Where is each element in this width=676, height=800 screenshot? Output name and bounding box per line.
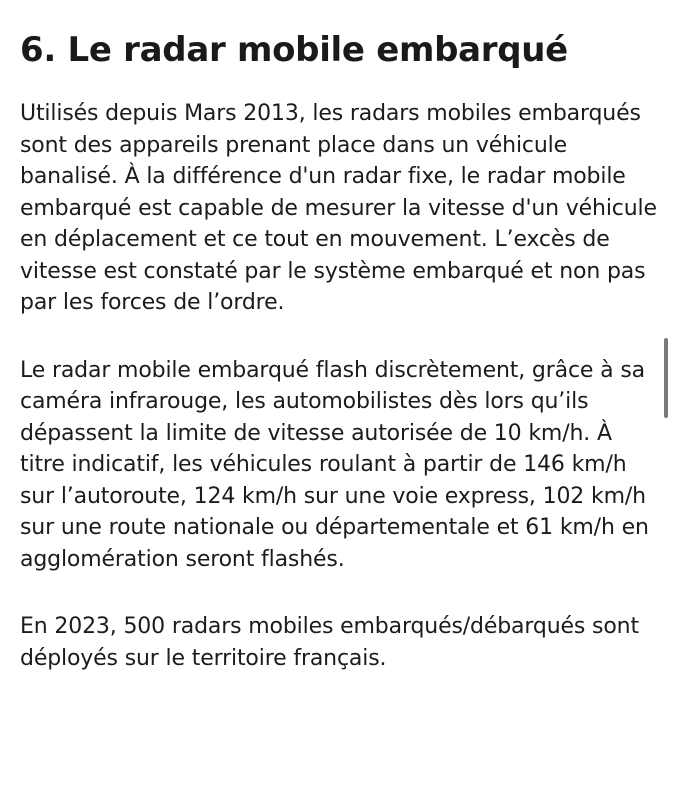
scrollbar-thumb[interactable]: [664, 338, 668, 418]
article: [20, 24, 660, 710]
paragraph-usage: Utilisés depuis Mars 2013, les radars mobiles embarqués sont des appareils prenant place dans un véhicule banalisé. À la différence d'un radar fixe, le radar mobile embarqué est capable de mesurer la vitesse d'un véhicule en déplacement et ce tout en mouvement. L’excès de vitesse est constaté par le système embarqué et non pas par les forces de l’ordre.: [20, 101, 657, 315]
paragraph-deployment: En 2023, 500 radars mobiles embarqués/débarqués sont déployés sur le territoire français.: [20, 614, 639, 671]
section-heading: 6. Le radar mobile embarqué: [20, 30, 568, 70]
paragraph-flash: Le radar mobile embarqué flash discrètement, grâce à sa caméra infrarouge, les automobilistes dès lors qu’ils dépassent la limite de vitesse autorisée de 10 km/h. À titre indicatif, les véhicules roulant à partir de 146 km/h sur l’autoroute, 124 km/h sur une voie express, 102 km/h sur une route nationale ou départementale et 61 km/h en agglomération seront flashés.: [20, 357, 649, 572]
